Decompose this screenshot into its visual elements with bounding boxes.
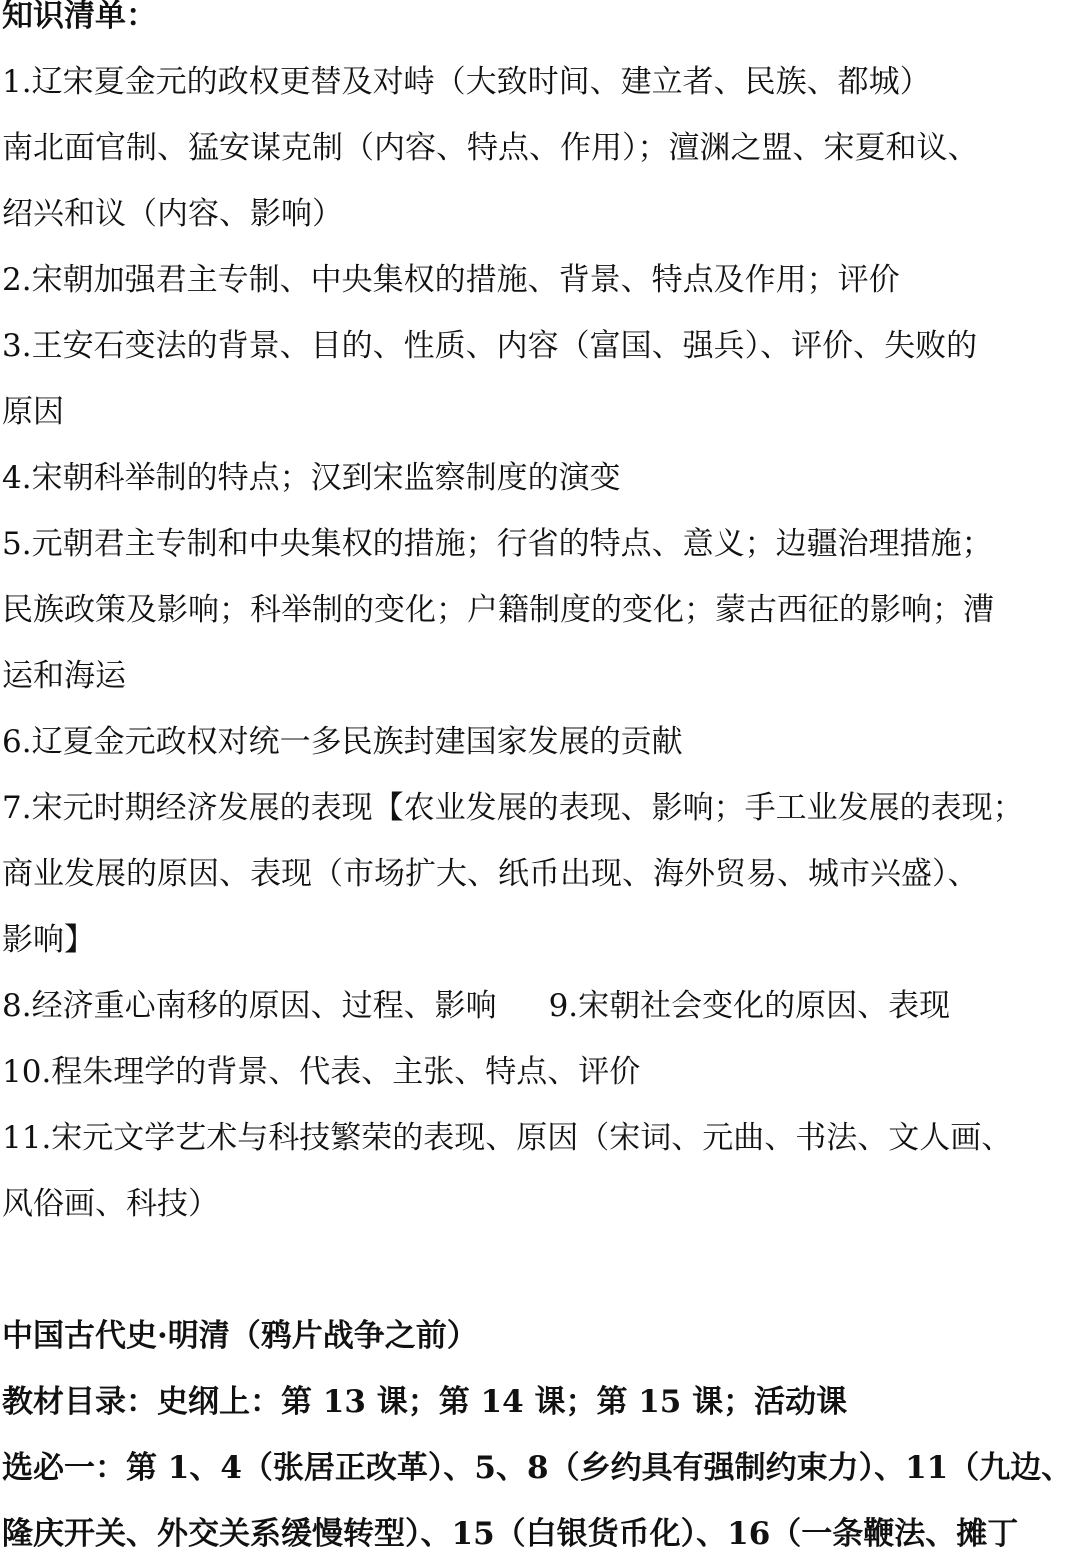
text-line: 11.宋元文学艺术与科技繁荣的表现、原因（宋词、元曲、书法、文人画、	[2, 1120, 1013, 1156]
text-line: 1.辽宋夏金元的政权更替及对峙（大致时间、建立者、民族、都城）	[2, 64, 931, 100]
item-9: 9.宋朝社会变化的原因、表现	[548, 988, 951, 1024]
text-line: 绍兴和议（内容、影响）	[2, 196, 343, 232]
textbook-line: 教材目录：史纲上：第 13 课；第 14 课；第 15 课；活动课	[2, 1384, 848, 1420]
text-line: 4.宋朝科举制的特点；汉到宋监察制度的演变	[2, 460, 621, 496]
text-line: 2.宋朝加强君主专制、中央集权的措施、背景、特点及作用；评价	[2, 262, 900, 298]
text-line-8-9	[2, 984, 1078, 1028]
text-line: 3.王安石变法的背景、目的、性质、内容（富国、强兵）、评价、失败的	[2, 328, 978, 364]
section-title: 中国古代史·明清（鸦片战争之前）	[2, 1318, 478, 1354]
text-line: 原因	[2, 394, 64, 430]
text-line: 运和海运	[2, 658, 126, 694]
elective-line: 隆庆开关、外交关系缓慢转型）、15（白银货币化）、16（一条鞭法、摊丁	[2, 1516, 1019, 1552]
text-line: 7.宋元时期经济发展的表现【农业发展的表现、影响；手工业发展的表现；	[2, 790, 1024, 826]
text-line: 风俗画、科技）	[2, 1186, 219, 1222]
item-8: 8.经济重心南移的原因、过程、影响	[2, 988, 497, 1024]
text-line: 商业发展的原因、表现（市场扩大、纸币出现、海外贸易、城市兴盛）、	[2, 856, 979, 892]
elective-line: 选必一：第 1、4（张居正改革）、5、8（乡约具有强制约束力）、11（九边、	[2, 1450, 1073, 1486]
list-title: 知识清单：	[2, 0, 157, 34]
text-line: 6.辽夏金元政权对统一多民族封建国家发展的贡献	[2, 724, 683, 760]
text-line: 民族政策及影响；科举制的变化；户籍制度的变化；蒙古西征的影响；漕	[2, 592, 994, 628]
text-line: 10.程朱理学的背景、代表、主张、特点、评价	[2, 1054, 641, 1090]
text-line: 影响】	[2, 922, 95, 958]
text-line: 5.元朝君主专制和中央集权的措施；行省的特点、意义；边疆治理措施；	[2, 526, 993, 562]
text-line: 南北面官制、猛安谋克制（内容、特点、作用）；澶渊之盟、宋夏和议、	[2, 130, 979, 166]
